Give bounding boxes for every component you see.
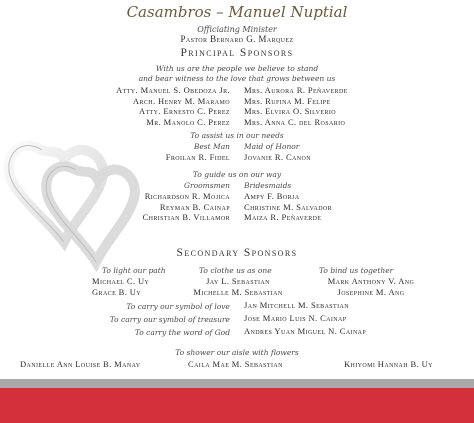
page-title: Casambros – Manuel Nuptial (126, 3, 348, 21)
bind-intro: To bind us together (319, 266, 394, 275)
bridesmaid-name: Christine M. Salvador (244, 201, 333, 212)
symbol-love-name: Jan Mitchell M. Sebastian (244, 300, 349, 310)
light-sponsor-name: Michael C. Uy (92, 276, 150, 286)
maid-name: Jovanie R. Canon (244, 152, 311, 162)
groomsmen-label: Groomsmen (184, 181, 230, 190)
flowers-intro: To shower our aisle with flowers (175, 348, 299, 357)
sponsor-name: Atty. Manuel S. Obedoza Jr. (116, 85, 230, 95)
flower-girl-name: Danielle Ann Louise B. Manay (20, 359, 141, 369)
way-intro: To guide us on our way (192, 170, 282, 179)
secondary-heading: Secondary Sponsors (176, 247, 298, 259)
bind-sponsor-name: Mark Anthony V. Ang (327, 276, 415, 286)
bridesmaid-name: Ampy F. Borja (244, 191, 300, 201)
sponsor-name: Mrs. Rufina M. Felipe (244, 95, 331, 106)
sponsor-name: Mrs. Anna C. del Rosario (244, 116, 346, 127)
clothe-intro: To clothe us as one (199, 266, 272, 275)
officiating-label: Officiating Minister (197, 25, 277, 34)
principal-intro-line2: and bear witness to the love that grows between us (138, 74, 336, 83)
red-band (0, 388, 474, 423)
clothe-sponsor-name: Michelle M. Sebastian (193, 286, 283, 297)
light-intro: To light our path (102, 266, 166, 275)
groomsman-name: Richardson R. Mojica (144, 191, 230, 201)
gray-band (0, 379, 474, 388)
principal-intro-line1: With us are the people we believe to stand (155, 64, 319, 73)
sponsor-name: Arch. Henry M. Maramo (132, 95, 230, 106)
maid-label: Maid of Honor (244, 142, 300, 151)
light-sponsor-name: Grace B. Uy (92, 286, 142, 297)
clothe-sponsors (183, 276, 293, 297)
flower-girl-name: Khiyomi Hannah B. Uy (344, 359, 433, 369)
flower-girl-name: Caila Mae M. Sebastian (188, 359, 283, 369)
sponsor-name: Mr. Manolo C. Perez (146, 116, 230, 127)
bridesmaids-list (244, 191, 332, 223)
symbol-love-label: To carry our symbol of love (126, 302, 230, 311)
groomsman-name: Reyman B. Cainap (159, 201, 230, 212)
officiating-name: Pastor Bernard G. Marquez (180, 34, 294, 44)
bind-sponsors (306, 276, 436, 297)
sponsor-name: Mrs. Aurora R. Peñaverde (244, 85, 348, 95)
sponsor-name: Mrs. Elvira O. Silverio (244, 106, 337, 116)
clothe-sponsor-name: Jay L. Sebastian (206, 276, 270, 286)
best-man-name: Froilan R. Fidel (165, 152, 230, 162)
principal-heading: Principal Sponsors (180, 47, 294, 59)
principal-sponsors-right (244, 85, 348, 127)
groomsmen-list (60, 191, 230, 223)
bridesmaids-label: Bridesmaids (244, 181, 292, 190)
bind-sponsor-name: Josephine M. Ang (337, 286, 405, 297)
word-of-god-label: To carry the word of God (134, 328, 230, 337)
principal-sponsors-left (40, 85, 230, 127)
groomsman-name: Christian B. Villamor (142, 212, 230, 222)
light-sponsors (92, 276, 149, 297)
word-of-god-name: Andres Yuan Miguel N. Cainap (244, 326, 367, 336)
symbol-treasure-label: To carry our symbol of treasure (109, 315, 230, 324)
sponsor-name: Atty. Ernesto C. Perez (138, 106, 230, 116)
bridesmaid-name: Maiza R. Peñaverde (244, 212, 322, 222)
needs-intro: To assist us in our needs (190, 131, 284, 140)
symbol-treasure-name: Jose Mario Luis N. Cainap (244, 313, 347, 323)
best-man-label: Best Man (193, 142, 230, 151)
